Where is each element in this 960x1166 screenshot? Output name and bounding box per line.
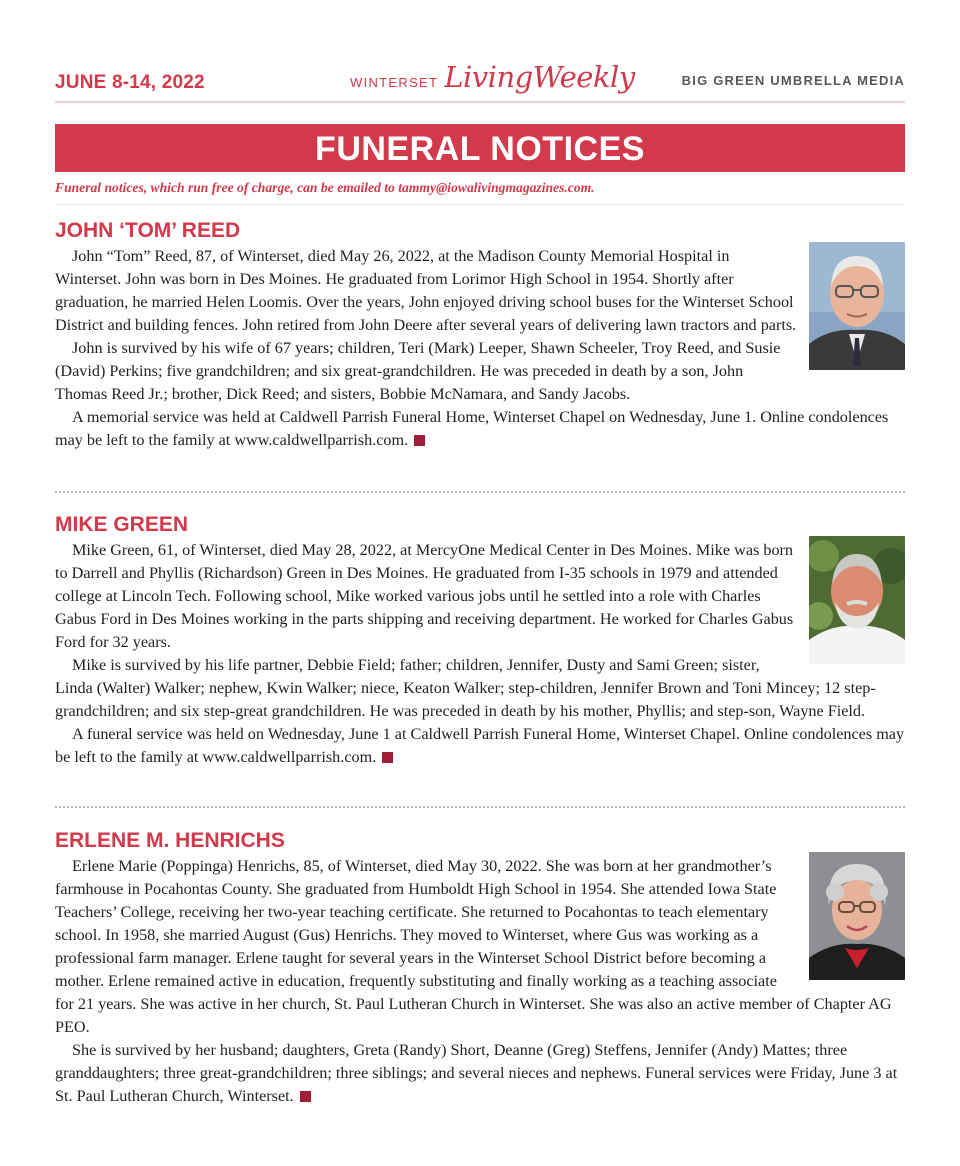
notice-paragraph: John is survived by his wife of 67 years; children, Teri (Mark) Leeper, Shawn Scheeler, Troy Reed, and Susie (David) Perkins; five grandchildren; and six great-grandchildren. He was preceded in death by a son, John Thomas Reed Jr.; brother, Dick Reed; and sisters, Bobbie McNamara, and Sandy Jacobs. [55,339,781,403]
publisher-name: BIG GREEN UMBRELLA MEDIA [681,73,905,88]
portrait-photo [809,852,905,980]
end-mark-icon [300,1091,311,1102]
notice-paragraph [55,1039,905,1108]
notice-john-reed [55,219,905,452]
portrait-photo [809,242,905,370]
notice-paragraph-text: A memorial service was held at Caldwell Parrish Funeral Home, Winterset Chapel on Wednesday, June 1. Online condolences may be left to the family at www.caldwellparrish.com. [55,408,889,449]
notice-mike-green [55,513,905,769]
notice-name: MIKE GREEN [55,513,189,536]
notice-paragraph: Mike Green, 61, of Winterset, died May 28, 2022, at MercyOne Medical Center in Des Moines. Mike was born to Darrell and Phyllis (Richardson) Green in Des Moines. He graduated from I-35 schools in 1979 and attended college at Lincoln Tech. Following school, Mike worked various jobs until he settled into a role with Charles Gabus Ford in Des Moines working in the parts shipping and receiving department. He worked for Charles Gabus Ford for 32 years. [55,541,794,651]
section-banner: FUNERAL NOTICES [55,124,905,172]
issue-date: JUNE 8-14, 2022 [55,72,205,93]
intro-rule [55,204,905,205]
notice-paragraph: John “Tom” Reed, 87, of Winterset, died May 26, 2022, at the Madison County Memorial Hospital in Winterset. John was born in Des Moines. He graduated from Lorimor High School in 1954. Shortly after graduation, he married Helen Loomis. Over the years, John enjoyed driving school buses for the Winterset School District and building fences. John retired from John Deere after several years of delivering lawn tractors and parts. [55,247,797,334]
notice-erlene-henrichs [55,829,905,1108]
masthead-rule [55,101,905,103]
end-mark-icon [414,435,425,446]
logo-script-text: LivingWeekly [444,60,635,94]
notice-paragraph: Mike is survived by his life partner, Debbie Field; father; children, Jennifer, Dusty and Sami Green; sister, Linda (Walter) Walker; nephew, Kwin Walker; niece, Keaton Walker; step-children, Jennifer Brown and Toni Mincey; 12 step-grandchildren; and six step-great grandchildren. He was preceded in death by his mother, Phyllis; and step-son, Wayne Field. [55,656,876,720]
notice-divider [55,806,905,808]
end-mark-icon [382,752,393,763]
logo-town-text: WINTERSET [350,75,439,90]
publication-logo [350,60,635,94]
notice-paragraph: Erlene Marie (Poppinga) Henrichs, 85, of Winterset, died May 30, 2022. She was born at her grandmother’s farmhouse in Pocahontas County. She graduated from Humboldt High School in 1954. She attended Iowa State Teachers’ College, receiving her two-year teaching certificate. She returned to Pocahontas to teach elementary school. In 1958, she married August (Gus) Henrichs. They moved to Winterset, where Gus was working as a professional farm manager. Erlene taught for several years in the Winterset School District before becoming a mother. Erlene remained active in education, frequently substituting and finally working as a teaching associate for 21 years. She was active in her church, St. Paul Lutheran Church in Winterset. She was also an active member of Chapter AG PEO. [55,857,892,1036]
portrait-photo [809,536,905,664]
notice-paragraph [55,406,905,452]
notice-name: ERLENE M. HENRICHS [55,829,285,852]
masthead [55,58,905,102]
notice-name: JOHN ‘TOM’ REED [55,219,241,242]
notice-paragraph-text: A funeral service was held on Wednesday, June 1 at Caldwell Parrish Funeral Home, Winterset Chapel. Online condolences may be left to the family at www.caldwellparrish.com. [55,725,905,766]
notice-divider [55,491,905,493]
notice-paragraph-text: She is survived by her husband; daughters, Greta (Randy) Short, Deanne (Greg) Steffens, Jennifer (Andy) Mattes; three granddaughters; three great-grandchildren; three siblings; and several nieces and nephews. Funeral services were Friday, June 3 at St. Paul Lutheran Church, Winterset. [55,1041,898,1105]
intro-note: Funeral notices, which run free of charge, can be emailed to tammy@iowalivingmagazines.com. [55,180,595,195]
notice-paragraph [55,723,905,769]
